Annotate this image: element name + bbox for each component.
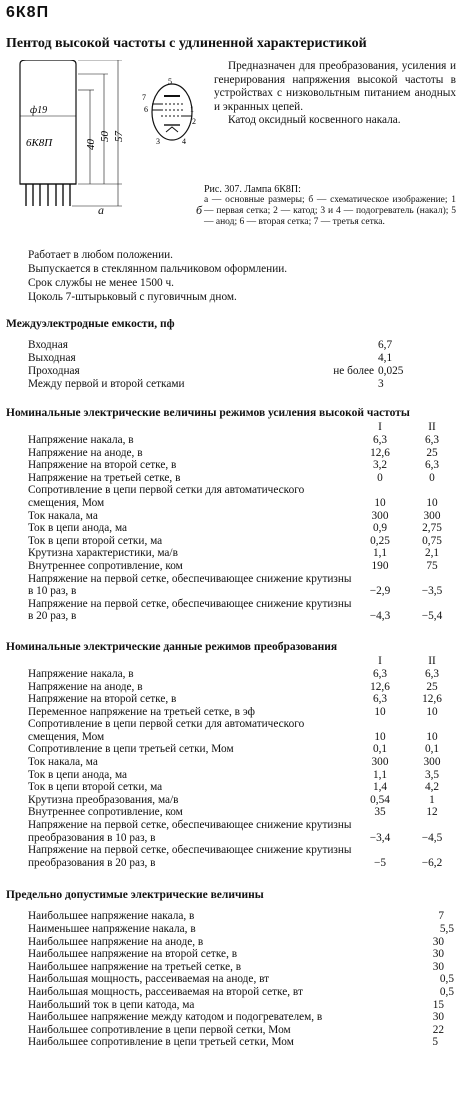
row-label: Напряжение на первой сетке, обеспечивающее снижение крутизны преобразования в 20 раз, в — [28, 844, 352, 869]
row-label: Крутизна характеристики, ма/в — [28, 547, 178, 560]
pin-label-7: 7 — [142, 93, 146, 102]
row-label: Напряжение накала, в — [28, 434, 134, 446]
row-label: Наибольшая мощность, рассеиваемая на аноде, вт — [28, 973, 270, 986]
cell-mode-1: 6,3 — [372, 434, 388, 446]
cell-mode-2: −5,4 — [421, 610, 443, 623]
row-label: Наибольшее напряжение на третьей сетке, в — [28, 960, 242, 973]
capacitances-table — [6, 339, 458, 391]
table-row — [6, 923, 458, 936]
cell-mode-2: 4,2 — [424, 781, 440, 794]
pin-label-1: 1 — [190, 105, 194, 114]
table-row — [6, 961, 458, 974]
cell-mode-1: 0,9 — [372, 522, 388, 535]
row-prefix: не более — [333, 365, 374, 377]
row-label: Сопротивление в цепи третьей сетки, Мом — [28, 743, 234, 756]
pin-label-6: 6 — [144, 105, 148, 114]
table-row — [6, 547, 458, 560]
conversion-table — [6, 654, 458, 870]
row-value: 22 — [432, 1023, 444, 1036]
top-block — [6, 60, 458, 248]
table-row — [6, 819, 458, 844]
cell-mode-2: 25 — [426, 446, 438, 459]
cell-mode-1: 10 — [374, 730, 386, 743]
row-value: 7 — [438, 910, 444, 923]
cell-mode-1: 0 — [377, 471, 383, 484]
caption-title: Рис. 307. Лампа 6К8П: — [204, 184, 301, 195]
table-row — [6, 352, 458, 365]
page-title: Пентод высокой частоты с удлиненной характеристикой — [6, 36, 367, 51]
table-row — [6, 598, 458, 623]
row-label: Напряжение на аноде, в — [28, 446, 143, 459]
row-prefix — [304, 378, 374, 391]
table-row — [6, 743, 458, 756]
cell-mode-2: 10 — [426, 730, 438, 743]
cell-mode-1: 3,2 — [372, 459, 388, 472]
row-label: Напряжение на первой сетке, обеспечивающее снижение крутизны в 10 раз, в — [28, 572, 352, 598]
datasheet-page — [6, 4, 458, 1049]
cell-mode-2: 10 — [426, 705, 438, 718]
table-row — [6, 378, 458, 391]
row-label: Ток в цепи анода, ма — [28, 768, 128, 781]
row-label: Сопротивление в цепи первой сетки для автоматического смещения, Мом — [28, 484, 305, 509]
table-row — [6, 522, 458, 535]
cell-mode-1: 10 — [374, 705, 386, 718]
general-notes — [28, 248, 458, 304]
row-label: Наибольшее сопротивление в цепи первой сетки, Мом — [28, 1023, 291, 1036]
note-item: Выпускается в стеклянном пальчиковом оформлении. — [28, 263, 288, 275]
cell-mode-2: 2,75 — [422, 522, 442, 535]
row-label: Внутреннее сопротивление, ком — [28, 806, 183, 819]
cell-mode-1: −2,9 — [369, 585, 391, 598]
amplification-title: Номинальные электрические величины режимов усиления высокой частоты — [6, 407, 410, 419]
row-label: Ток в цепи второй сетки, ма — [28, 534, 163, 547]
row-value: 0,025 — [378, 365, 404, 377]
table-row — [6, 756, 458, 769]
cell-mode-1: 1,1 — [372, 768, 388, 781]
cell-mode-2: 6,3 — [424, 667, 440, 680]
cell-mode-2: −4,5 — [421, 831, 443, 844]
table-row — [6, 806, 458, 819]
tube-body-label: 6К8П — [26, 137, 53, 149]
cell-mode-1: 12,6 — [370, 680, 390, 693]
table-row — [6, 560, 458, 573]
cathode-paragraph: Катод оксидный косвенного накала. — [228, 114, 401, 126]
column-header: II — [428, 654, 436, 667]
table-row — [6, 459, 458, 472]
row-label: Выходная — [28, 352, 76, 364]
cell-mode-1: 0,25 — [370, 534, 390, 547]
row-label: Наибольшее сопротивление в цепи третьей сетки, Мом — [28, 1036, 294, 1049]
cell-mode-2: 2,1 — [424, 547, 440, 560]
cell-mode-1: −5 — [373, 856, 387, 869]
amplification-table — [6, 420, 458, 623]
table-row — [6, 365, 458, 378]
note-item: Цоколь 7-штырьковый с пуговичным дном. — [28, 291, 237, 303]
tube-outline-drawing — [6, 60, 136, 210]
row-label: Ток накала, ма — [28, 509, 98, 522]
purpose-paragraph: Предназначен для преобразования, усиления и генерирования напряжения высокой частоты в устройствах с низковольтным питанием анодных и экранных цепей. — [214, 60, 456, 113]
cell-mode-2: 12 — [426, 806, 438, 819]
cell-mode-2: 1 — [429, 793, 435, 806]
row-prefix — [304, 339, 374, 352]
table-row — [6, 339, 458, 352]
pin-label-3: 3 — [156, 137, 160, 146]
cell-mode-1: 10 — [374, 496, 386, 509]
table-row — [6, 693, 458, 706]
table-row — [6, 447, 458, 460]
row-value: 30 — [432, 1011, 444, 1024]
row-label: Проходная — [28, 365, 80, 377]
row-label: Переменное напряжение на третьей сетке, в эф — [28, 705, 255, 718]
row-label: Ток в цепи анода, ма — [28, 522, 128, 535]
table-row — [6, 706, 458, 719]
cell-mode-2: 10 — [426, 496, 438, 509]
tube-code: 6К8П — [6, 4, 50, 21]
pin-label-5: 5 — [168, 77, 172, 86]
row-prefix — [304, 352, 374, 365]
table-row — [6, 573, 458, 598]
row-value: 5,5 — [439, 923, 454, 935]
cell-mode-2: 6,3 — [424, 434, 440, 446]
table-row — [6, 434, 458, 447]
table-row — [6, 535, 458, 548]
purpose-text — [214, 60, 456, 128]
cell-mode-2: 0,75 — [422, 534, 442, 547]
cell-mode-1: 12,6 — [370, 446, 390, 459]
cell-mode-1: 1,1 — [372, 547, 388, 560]
cell-mode-2: 25 — [426, 680, 438, 693]
table-row — [6, 718, 458, 743]
row-label: Наибольший ток в цепи катода, ма — [28, 998, 195, 1011]
row-label: Ток накала, ма — [28, 756, 98, 769]
tube-schematic-symbol — [142, 76, 198, 146]
cell-mode-2: 0,1 — [424, 743, 440, 756]
cell-mode-2: 300 — [423, 756, 441, 769]
row-value: 30 — [432, 935, 444, 948]
table-row — [6, 484, 458, 509]
figure-caption — [204, 184, 456, 228]
table-row — [6, 681, 458, 694]
cell-mode-1: 190 — [371, 559, 389, 572]
row-label: Наибольшее напряжение на аноде, в — [28, 935, 204, 948]
dim-40: 40 — [85, 139, 97, 150]
cell-mode-1: 0,54 — [370, 793, 390, 806]
cell-mode-1: 35 — [374, 806, 386, 819]
diameter-label: ф19 — [30, 105, 48, 116]
column-header: I — [378, 421, 382, 433]
row-label: Напряжение на первой сетке, обеспечивающее снижение крутизны преобразования в 10 раз, в — [28, 819, 352, 844]
row-label: Между первой и второй сетками — [28, 378, 185, 390]
table-row — [6, 510, 458, 523]
row-label: Напряжение на аноде, в — [28, 680, 143, 693]
row-value: 30 — [432, 948, 444, 961]
figure-label-a: а — [98, 203, 104, 217]
cell-mode-2: −3,5 — [421, 585, 443, 598]
table-row — [6, 986, 458, 999]
table-row — [6, 973, 458, 986]
row-label: Напряжение на третьей сетке, в — [28, 471, 181, 484]
cell-mode-1: −3,4 — [369, 831, 391, 844]
cell-mode-2: −6,2 — [421, 856, 443, 869]
conversion-section — [6, 641, 458, 870]
table-row — [6, 844, 458, 869]
note-item: Срок службы не менее 1500 ч. — [28, 277, 174, 289]
cell-mode-1: 300 — [371, 756, 389, 769]
cell-mode-2: 300 — [423, 509, 441, 522]
dim-57: 57 — [113, 131, 125, 142]
conversion-title: Номинальные электрические данные режимов преобразования — [6, 640, 338, 653]
limits-title: Предельно допустимые электрические величины — [6, 889, 264, 902]
row-value: 6,7 — [378, 339, 393, 351]
amplification-section — [6, 407, 458, 623]
dim-50: 50 — [99, 131, 111, 142]
cell-mode-1: 300 — [371, 509, 389, 522]
table-row — [6, 1036, 458, 1049]
row-label: Крутизна преобразования, ма/в — [28, 793, 179, 806]
cell-mode-1: 6,3 — [372, 693, 388, 706]
capacitances-title: Междуэлектродные емкости, пф — [6, 318, 175, 330]
table-row — [6, 769, 458, 782]
table-header — [6, 654, 458, 668]
row-value: 5 — [432, 1036, 438, 1049]
cell-mode-1: 1,4 — [372, 781, 388, 794]
row-value: 0,5 — [439, 985, 454, 998]
row-label: Наибольшая мощность, рассеиваемая на второй сетке, вт — [28, 985, 303, 998]
row-label: Входная — [28, 339, 68, 351]
table-header — [6, 420, 458, 434]
limits-table — [6, 910, 458, 1049]
table-row — [6, 781, 458, 794]
column-header: I — [378, 654, 382, 667]
table-row — [6, 948, 458, 961]
table-row — [6, 999, 458, 1012]
cell-mode-1: 0,1 — [372, 743, 388, 756]
table-row — [6, 794, 458, 807]
table-row — [6, 910, 458, 923]
table-row — [6, 1011, 458, 1024]
row-label: Ток в цепи второй сетки, ма — [28, 781, 163, 794]
cell-mode-2: 6,3 — [424, 459, 440, 472]
row-label: Напряжение накала, в — [28, 667, 134, 680]
cell-mode-2: 0 — [429, 471, 435, 484]
table-row — [6, 472, 458, 485]
cell-mode-1: 6,3 — [372, 667, 388, 680]
column-header: II — [428, 421, 436, 433]
row-value: 30 — [432, 960, 444, 973]
caption-text: а — основные размеры; б — схематическое изображение; 1 — первая сетка; 2 — катод; 3 и 4 — подогреватель (накал); 5 — анод; 6 — вторая сетка; 7 — третья сетка. — [204, 195, 456, 227]
table-row — [6, 1024, 458, 1037]
cell-mode-2: 75 — [426, 559, 438, 572]
row-label: Внутреннее сопротивление, ком — [28, 559, 183, 572]
table-row — [6, 936, 458, 949]
pin-label-2: 2 — [192, 117, 196, 126]
row-label: Наибольшее напряжение между катодом и подогревателем, в — [28, 1011, 323, 1024]
row-value: 0,5 — [439, 973, 454, 986]
row-value: 15 — [432, 998, 444, 1011]
limits-section — [6, 889, 458, 1049]
row-label: Напряжение на второй сетке, в — [28, 693, 177, 706]
row-label: Напряжение на второй сетке, в — [28, 459, 177, 472]
row-value: 3 — [378, 378, 384, 390]
cell-mode-1: −4,3 — [369, 610, 391, 623]
note-item: Работает в любом положении. — [28, 249, 173, 261]
row-label: Напряжение на первой сетке, обеспечивающее снижение крутизны в 20 раз, в — [28, 597, 352, 623]
figure-label-b: б — [196, 203, 203, 217]
row-label: Сопротивление в цепи первой сетки для автоматического смещения, Мом — [28, 718, 305, 743]
cell-mode-2: 12,6 — [422, 693, 442, 706]
pin-label-4: 4 — [182, 137, 186, 146]
row-label: Наименьшее напряжение накала, в — [28, 923, 196, 935]
table-row — [6, 668, 458, 681]
row-label: Наибольшее напряжение накала, в — [28, 910, 195, 923]
capacitances-section — [6, 318, 458, 391]
row-value: 4,1 — [378, 352, 393, 364]
row-label: Наибольшее напряжение на второй сетке, в — [28, 948, 238, 961]
cell-mode-2: 3,5 — [424, 768, 440, 781]
